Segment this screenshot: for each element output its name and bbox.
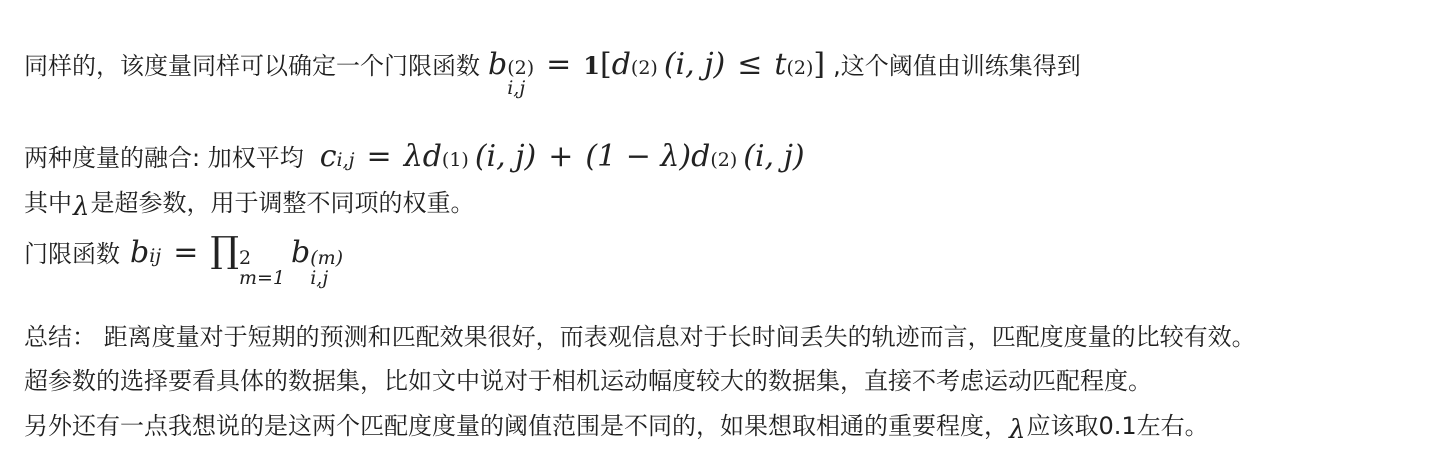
product-symbol: ∏ <box>210 230 239 271</box>
right-bracket: ] <box>813 47 826 82</box>
summary-line3 <box>24 409 1209 443</box>
para2-line2-before: 其中 <box>24 189 72 217</box>
b-symbol: b <box>130 235 150 270</box>
args-2: (i, j) <box>743 139 805 174</box>
para1-line <box>24 48 1081 98</box>
indicator-one: 1 <box>583 51 600 80</box>
t-symbol: t <box>774 47 787 82</box>
eq-sign-2: = <box>366 139 392 174</box>
para2-line1-text: 两种度量的融合: 加权平均 <box>24 144 304 172</box>
gate2-sup: (2) <box>507 57 535 79</box>
plus-sign: + <box>548 139 574 174</box>
summary-line2-text: 超参数的选择要看具体的数据集，比如文中说对于相机运动幅度较大的数据集，直接不考虑运动匹配程度。 <box>24 367 1152 395</box>
leq-sign: ≤ <box>737 47 763 82</box>
para2-line1 <box>24 140 807 175</box>
eq-sign-3: = <box>173 235 199 270</box>
gate2-base: b <box>488 47 508 82</box>
para2-line3 <box>24 230 345 289</box>
b-m-sub: i,j <box>310 267 329 289</box>
product-lower: m=1 <box>238 267 286 289</box>
summary-line2 <box>24 364 1152 398</box>
gate-function-2-formula: b (2) i,j = 1 [ d (2) (i, j) ≤ t (2) ] <box>488 47 826 99</box>
para1-text-after: ,这个阈值由训练集得到 <box>833 52 1081 80</box>
b-m-sup: (m) <box>310 247 344 269</box>
eq-sign: = <box>546 47 572 82</box>
args-1: (i, j) <box>474 139 537 174</box>
c-symbol: c <box>319 139 337 174</box>
para2-line2-after: 是超参数，用于调整不同项的权重。 <box>90 189 475 217</box>
summary-line1 <box>24 320 1256 354</box>
product-limits <box>239 248 285 288</box>
d1-symbol: d <box>422 139 442 174</box>
gate2-scripts <box>507 58 534 98</box>
gate-product-formula: b ij = ∏ 2 m=1 b (m) i,j <box>130 230 344 289</box>
d2-symbol: d <box>691 139 711 174</box>
para2-line2 <box>24 186 474 220</box>
d-symbol: d <box>611 47 631 82</box>
left-bracket: [ <box>599 47 612 82</box>
summary-line3-after: 应该取0.1左右。 <box>1026 412 1209 440</box>
gate2-sub: i,j <box>507 77 526 99</box>
para2-line3-text: 门限函数 <box>24 240 120 268</box>
lambda-inline: λ <box>73 192 90 222</box>
para1-text-before: 同样的，该度量同样可以确定一个门限函数 <box>24 52 480 80</box>
fusion-formula: c i,j = λ d (1) (i, j) + (1 − λ) d (2) (i, j) <box>319 139 805 174</box>
args: (i, j) <box>663 47 726 82</box>
b-m-symbol: b <box>291 235 311 270</box>
one-minus-lambda: (1 − λ) <box>585 139 692 174</box>
lambda-inline-2: λ <box>1009 415 1026 445</box>
product-upper: 2 <box>238 247 252 269</box>
summary-line1-text: 总结： 距离度量对于短期的预测和匹配效果很好，而表观信息对于长时间丢失的轨迹而言，匹配度度量的比较有效。 <box>24 323 1256 351</box>
summary-line3-before: 另外还有一点我想说的是这两个匹配度度量的阈值范围是不同的，如果想取相通的重要程度， <box>24 412 1008 440</box>
b-m-scripts <box>310 248 343 288</box>
lambda-symbol: λ <box>403 139 423 174</box>
